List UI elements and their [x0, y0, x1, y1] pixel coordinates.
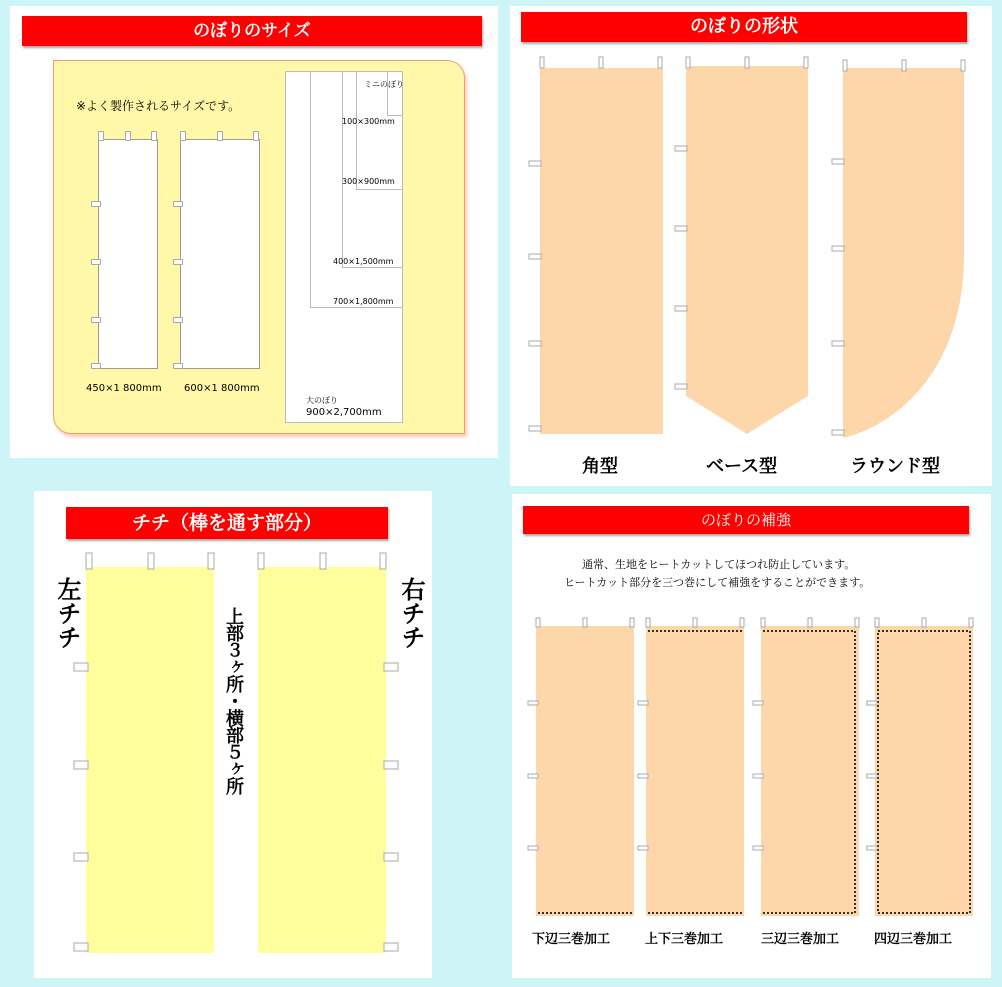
flag-600-top-tab: [180, 131, 186, 141]
chichi-panel-title: チチ（棒を通す部分）: [66, 507, 388, 539]
shape-panel-title: のぼりの形状: [521, 12, 967, 42]
shape-drawings: [510, 6, 992, 486]
flag-600-top-tab: [253, 131, 259, 141]
reinforce-panel: [512, 494, 991, 978]
reinforce-label-bottom: 下辺三巻加工: [532, 932, 611, 947]
right-flag: [258, 567, 386, 953]
flag-600-side-tab: [173, 259, 183, 265]
size-panel-title: のぼりのサイズ: [22, 16, 482, 46]
big-size-label: 900×2,700mm: [306, 407, 382, 418]
round-flag: [843, 68, 964, 438]
flag-top-bottom-hem: [646, 626, 744, 916]
size-note: ※よく製作されるサイズです。: [76, 99, 241, 113]
flag-450-side-tab: [91, 201, 101, 207]
flag-600-top-tab: [217, 131, 223, 141]
flag-450-side-tab: [91, 363, 101, 369]
flag-600-side-tab: [173, 317, 183, 323]
flag-four-side-hem: [875, 626, 973, 916]
flag-600-side-tab: [173, 201, 183, 207]
size-700-label: 700×1,800mm: [333, 297, 394, 306]
shape-label-base: ベース型: [706, 456, 778, 477]
base-flag: [686, 66, 808, 434]
shape-panel: [510, 6, 992, 486]
center-note: 上部３ヶ所・横部５ヶ所: [223, 607, 244, 794]
reinforce-panel-title: のぼりの補強: [523, 506, 969, 534]
chichi-panel: [34, 491, 432, 978]
reinforce-label-four-sides: 四辺三巻加工: [874, 932, 953, 947]
flag-600-label: 600×1 800mm: [184, 383, 260, 394]
left-flag: [86, 567, 214, 953]
flag-450-side-tab: [91, 317, 101, 323]
reinforce-desc-line2: ヒートカット部分を三つ巻にして補強をすることができます。: [564, 576, 871, 589]
flag-450-side-tab: [91, 259, 101, 265]
flag-600-outline: [180, 139, 260, 369]
reinforce-label-three-sides: 三辺三巻加工: [761, 932, 840, 947]
reinforce-label-top-bottom: 上下三巻加工: [645, 932, 724, 947]
shape-label-square: 角型: [582, 456, 618, 477]
flag-450-outline: [98, 139, 158, 369]
flag-three-side-hem: [761, 626, 859, 916]
big-label: 大のぼり: [306, 396, 338, 405]
left-chichi-label: 左チチ: [53, 577, 81, 649]
size-100-label: 100×300mm: [342, 117, 395, 126]
size-400-label: 400×1,500mm: [333, 257, 394, 266]
flag-450-label: 450×1 800mm: [86, 383, 162, 394]
flag-450-top-tab: [98, 131, 104, 141]
reinforce-drawings: [512, 494, 991, 978]
square-flag: [540, 68, 663, 434]
mini-label: ミニのぼり: [364, 80, 404, 89]
reinforce-desc-line1: 通常、生地をヒートカットしてほつれ防止しています。: [582, 558, 856, 571]
size-300-label: 300×900mm: [342, 177, 395, 186]
size-diagram-area: [53, 60, 465, 434]
flag-450-top-tab: [151, 131, 157, 141]
size-100-outline: [387, 71, 402, 116]
flag-600-side-tab: [173, 363, 183, 369]
flag-450-top-tab: [125, 131, 131, 141]
size-panel: [10, 6, 498, 458]
shape-label-round: ラウンド型: [850, 456, 940, 477]
flag-bottom-hem: [536, 626, 634, 916]
right-chichi-label: 右チチ: [397, 577, 425, 649]
